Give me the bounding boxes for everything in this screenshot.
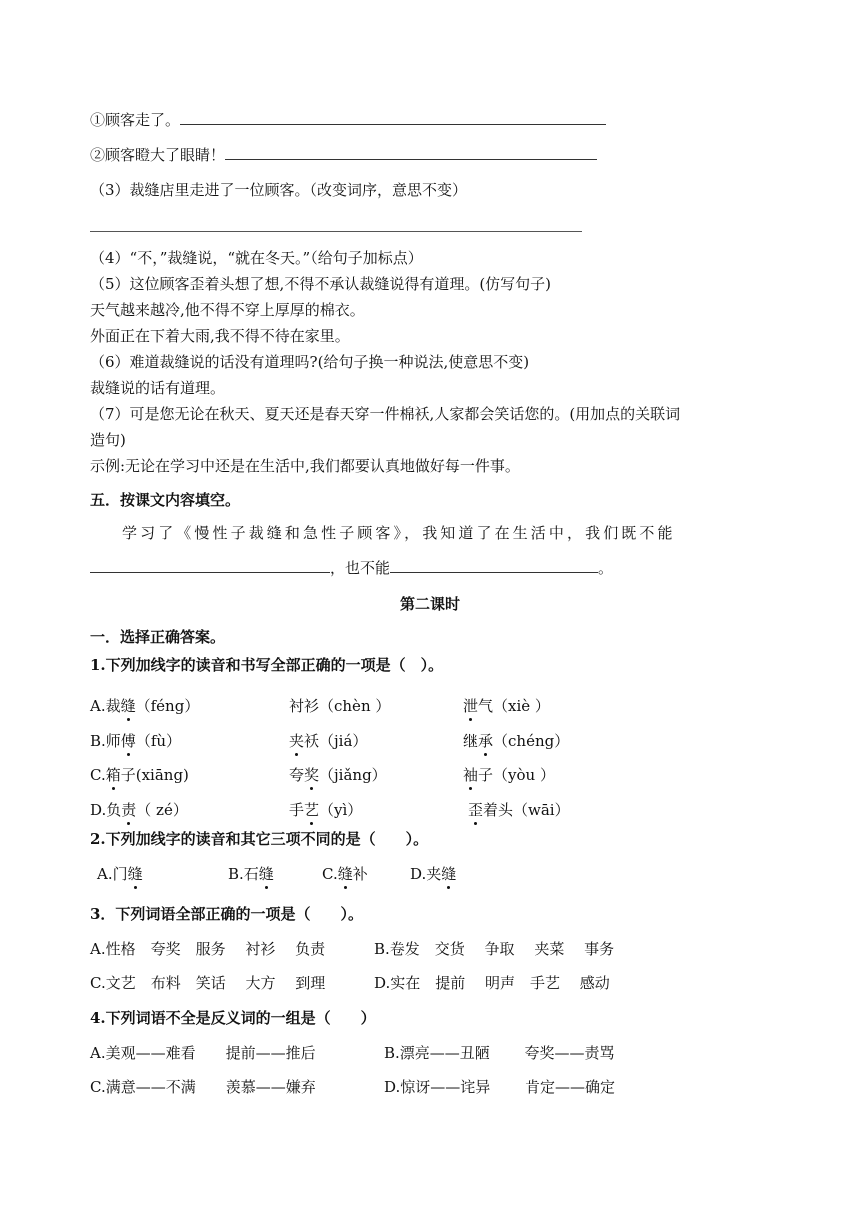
q1-option-b3	[463, 731, 569, 751]
question-4-4: （4）“不，”裁缝说，“就在冬天。”（给句子加标点）	[90, 249, 423, 267]
dotted-char: 责	[121, 801, 137, 819]
dotted-char: 缝	[258, 865, 274, 883]
t: 子(xiāng)	[120, 766, 189, 784]
question-4-6: （6）难道裁缝说的话没有道理吗?(给句子换一种说法,使意思不变)	[90, 353, 530, 371]
dotted-char: 艺	[304, 801, 320, 819]
answer-6: 裁缝说的话有道理。	[90, 379, 226, 397]
question-4-3: （3）裁缝店里走进了一位顾客。（改变词序，意思不变）	[90, 181, 468, 199]
q1-option-c3	[463, 765, 555, 785]
t: A.裁	[90, 697, 121, 715]
t: C.	[322, 865, 338, 883]
t: 衬衫（chèn ）	[289, 697, 391, 715]
rewrite-line-1-text: ①顾客走了。	[90, 111, 181, 129]
t: B.石	[228, 865, 259, 883]
fill-blank-1[interactable]	[90, 558, 330, 573]
t: 补	[352, 865, 368, 883]
dotted-char: 袖	[463, 766, 479, 784]
t: C.	[90, 766, 106, 784]
t: 着头（wāi）	[483, 801, 570, 819]
q4-option-c[interactable]: C.满意——不满 羡慕——嫌弃	[90, 1078, 316, 1096]
fill-end: 。	[598, 559, 614, 577]
q2-option-c[interactable]	[322, 864, 368, 884]
t: B.师	[90, 732, 121, 750]
t: D.夹	[410, 865, 442, 883]
example-sentence-5a: 天气越来越冷,他不得不穿上厚厚的棉衣。	[90, 301, 365, 319]
t: （féng）	[135, 697, 200, 715]
q2-option-a[interactable]	[97, 864, 143, 884]
lesson-2-title: 第二课时	[399, 595, 460, 613]
t: （fù）	[135, 732, 182, 750]
q1-option-d3	[468, 800, 570, 820]
dotted-char: 缝	[127, 865, 143, 883]
fill-blank-2[interactable]	[390, 558, 598, 573]
dotted-char: 缝	[337, 865, 353, 883]
question-4-7: （7）可是您无论在秋天、夏天还是春天穿一件棉袄,人家都会笑话您的。(用加点的关联词	[90, 405, 681, 423]
section-5-body: 学习了《慢性子裁缝和急性子顾客》，我知道了在生活中，我们既不能	[122, 524, 676, 542]
t: （jiǎng）	[319, 766, 387, 784]
section-5-fill-line	[90, 558, 613, 578]
dotted-char: 承	[478, 732, 494, 750]
q3-option-b[interactable]: B.卷发 交货 争取 夹菜 事务	[374, 940, 615, 958]
t: 继	[463, 732, 479, 750]
q1-option-a3	[463, 696, 550, 716]
q2-option-d[interactable]	[410, 864, 456, 884]
q1-option-b2	[289, 731, 367, 751]
dotted-char: 缝	[441, 865, 457, 883]
example-7: 示例:无论在学习中还是在生活中,我们都要认真地做好每一件事。	[90, 457, 520, 475]
q1-option-a1[interactable]	[90, 696, 199, 716]
dotted-char: 傅	[120, 732, 136, 750]
q4-option-a[interactable]: A.美观——难看 提前——推后	[90, 1044, 316, 1062]
t: （chéng）	[493, 732, 570, 750]
dotted-char: 奖	[304, 766, 320, 784]
q4-option-b[interactable]: B.漂亮——丑陋 夸奖——责骂	[384, 1044, 615, 1062]
answer-blank-1[interactable]	[180, 110, 606, 125]
q1-option-c1[interactable]	[90, 765, 189, 785]
rewrite-line-1	[90, 110, 606, 130]
dotted-char: 歪	[468, 801, 484, 819]
question-3-stem: 3．下列词语全部正确的一项是（ ）。	[90, 905, 363, 923]
t: （yì）	[319, 801, 363, 819]
dotted-char: 箱	[105, 766, 121, 784]
q2-option-b[interactable]	[228, 864, 274, 884]
question-4-7-cont: 造句)	[90, 431, 126, 449]
fill-connector: ，也不能	[330, 559, 391, 577]
answer-blank-2[interactable]	[225, 145, 597, 160]
t: A.门	[97, 865, 128, 883]
t: D.负	[90, 801, 122, 819]
question-4-5: （5）这位顾客歪着头想了想,不得不承认裁缝说得有道理。(仿写句子)	[90, 275, 552, 293]
rewrite-line-2	[90, 145, 597, 165]
question-4-stem: 4.下列词语不全是反义词的一组是（ ）	[90, 1009, 376, 1027]
t: 袄（jiá）	[304, 732, 368, 750]
answer-blank-3[interactable]	[90, 231, 582, 232]
t: 气（xiè ）	[478, 697, 550, 715]
q3-option-c[interactable]: C.文艺 布料 笑话 大方 到理	[90, 974, 326, 992]
q3-option-d[interactable]: D.实在 提前 明声 手艺 感动	[374, 974, 610, 992]
q1-option-d2	[289, 800, 362, 820]
t: （ zé）	[136, 801, 188, 819]
t: 手	[289, 801, 305, 819]
q1-option-a2	[289, 696, 390, 716]
q3-option-a[interactable]: A.性格 夸奖 服务 衬衫 负责	[90, 940, 326, 958]
section-5-heading: 五．按课文内容填空。	[90, 491, 241, 509]
question-1-stem: 1.下列加线字的读音和书写全部正确的一项是（ ）。	[90, 656, 444, 674]
lesson-2-heading: 一．选择正确答案。	[90, 628, 226, 646]
q1-option-c2	[289, 765, 387, 785]
t: 子（yòu ）	[478, 766, 555, 784]
q1-option-b1[interactable]	[90, 731, 181, 751]
example-sentence-5b: 外面正在下着大雨,我不得不待在家里。	[90, 327, 350, 345]
dotted-char: 泄	[463, 697, 479, 715]
dotted-char: 缝	[120, 697, 136, 715]
q4-option-d[interactable]: D.惊讶——诧异 肯定——确定	[384, 1078, 616, 1096]
dotted-char: 夹	[289, 732, 305, 750]
rewrite-line-2-text: ②顾客瞪大了眼睛！	[90, 146, 226, 164]
t: 夸	[289, 766, 305, 784]
q1-option-d1[interactable]	[90, 800, 188, 820]
question-2-stem: 2.下列加线字的读音和其它三项不同的是（ ）。	[90, 830, 429, 848]
